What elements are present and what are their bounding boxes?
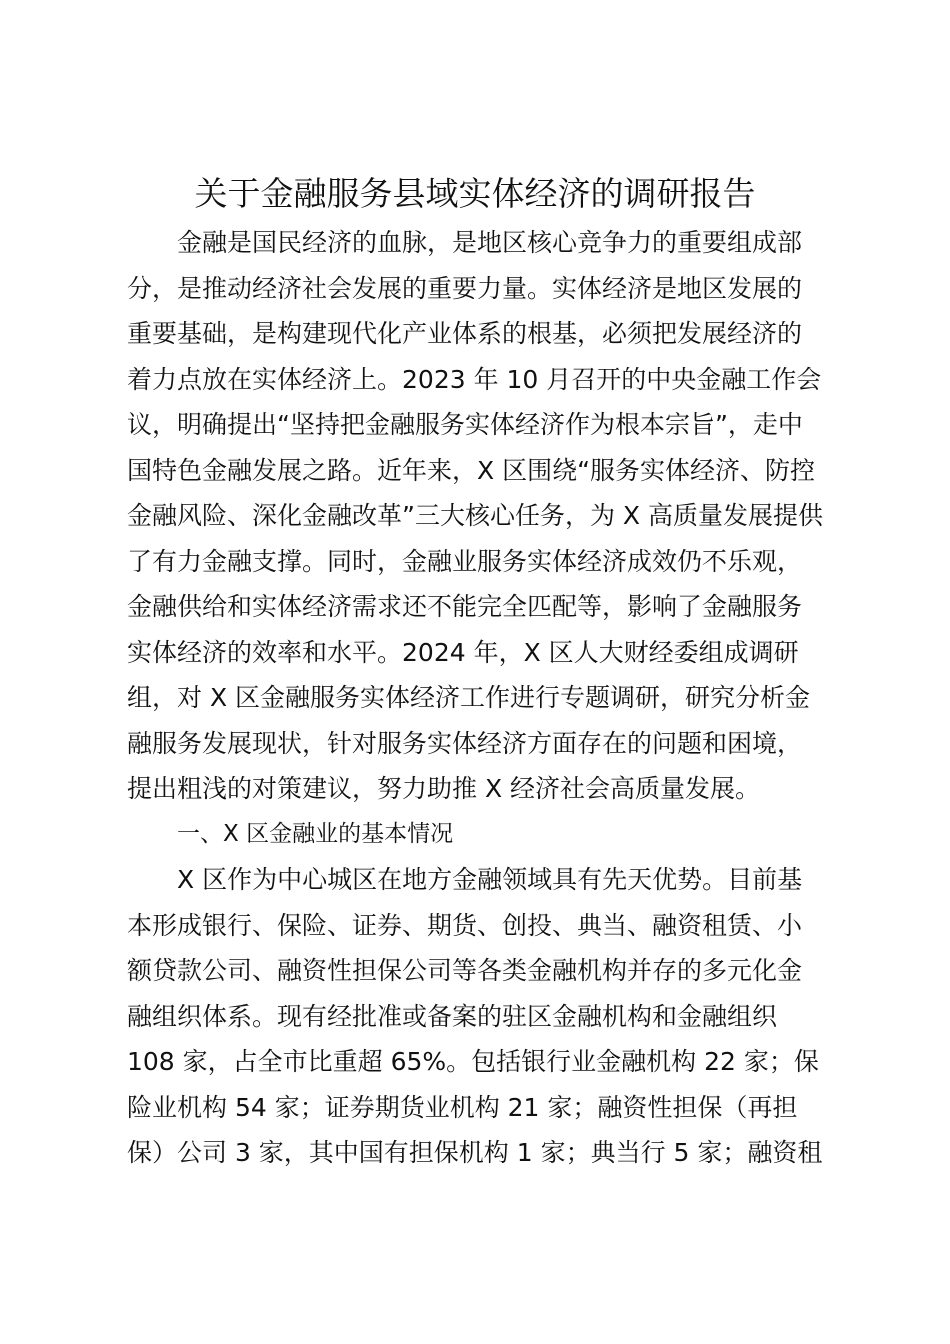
intro-paragraph — [127, 220, 847, 812]
paragraph-line: 着力点放在实体经济上。2023 年 10 月召开的中央金融工作会 — [127, 364, 822, 394]
paragraph-line: 议，明确提出“坚持把金融服务实体经济作为根本宗旨”，走中 — [127, 410, 803, 439]
section1-heading: 一、X 区金融业的基本情况 — [177, 820, 454, 847]
paragraph-line: 金融风险、深化金融改革”三大核心任务，为 X 高质量发展提供 — [127, 501, 823, 530]
paragraph-line: 提出粗浅的对策建议，努力助推 X 经济社会高质量发展。 — [127, 774, 761, 803]
document-title: 关于金融服务县域实体经济的调研报告 — [194, 174, 756, 213]
paragraph-line: 108 家，占全市比重超 65%。包括银行业金融机构 22 家；保 — [127, 1047, 819, 1076]
paragraph-line: 了有力金融支撑。同时，金融业服务实体经济成效仍不乐观， — [127, 546, 803, 576]
paragraph-line: 额贷款公司、融资性担保公司等各类金融机构并存的多元化金 — [127, 956, 803, 985]
paragraph-line: 重要基础，是构建现代化产业体系的根基，必须把发展经济的 — [127, 319, 803, 348]
paragraph-line: 实体经济的效率和水平。2024 年，X 区人大财经委组成调研 — [127, 637, 799, 667]
section1-paragraph — [127, 857, 847, 1176]
section-heading — [127, 812, 847, 858]
paragraph-line: 国特色金融发展之路。近年来，X 区围绕“服务实体经济、防控 — [127, 455, 816, 485]
paragraph-line: 融服务发展现状，针对服务实体经济方面存在的问题和困境， — [127, 728, 803, 758]
document-body — [127, 220, 847, 1176]
paragraph-line: X 区作为中心城区在地方金融领域具有先天优势。目前基 — [177, 865, 803, 894]
paragraph-line: 险业机构 54 家；证券期货业机构 21 家；融资性担保（再担 — [127, 1092, 798, 1122]
paragraph-line: 保）公司 3 家，其中国有担保机构 1 家；典当行 5 家；融资租 — [127, 1138, 823, 1167]
paragraph-line: 本形成银行、保险、证券、期货、创投、典当、融资租赁、小 — [127, 910, 803, 940]
paragraph-line: 分，是推动经济社会发展的重要力量。实体经济是地区发展的 — [127, 273, 803, 303]
paragraph-line: 组，对 X 区金融服务实体经济工作进行专题调研，研究分析金 — [127, 683, 811, 712]
paragraph-line: 融组织体系。现有经批准或备案的驻区金融机构和金融组织 — [127, 1001, 778, 1031]
paragraph-line: 金融供给和实体经济需求还不能完全匹配等，影响了金融服务 — [127, 592, 803, 621]
paragraph-line: 金融是国民经济的血脉，是地区核心竞争力的重要组成部 — [177, 228, 803, 257]
